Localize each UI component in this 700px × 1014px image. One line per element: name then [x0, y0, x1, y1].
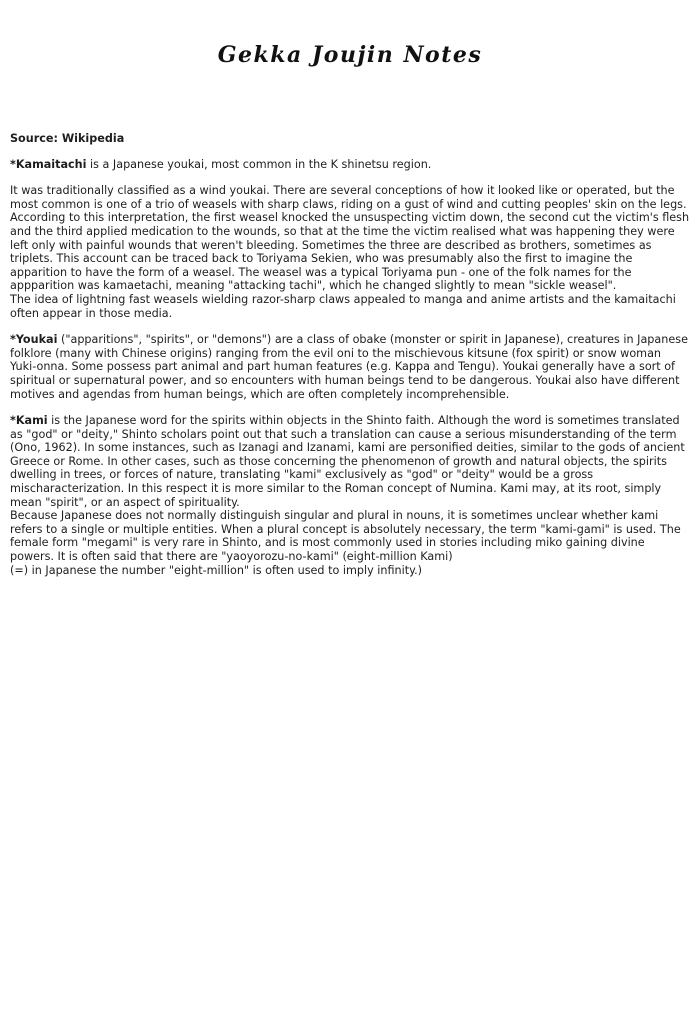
kami-footnote: (=) in Japanese the number "eight-million" is often used to imply infinity.) — [10, 563, 423, 577]
kamaitachi-paragraph: It was traditionally classified as a wind youkai. There are several conceptions of how it looked like or operated, but the most common is one of a trio of weasels with sharp claws, riding on a gust of wind and cutting peoples' skin on the legs. According to this interpretation, the first weasel knocked the unsuspecting victim down, the second cut the victim's flesh and the third applied medication to the wounds, so that at the time the victim realised what was happening they were left only with painful wounds that weren't bleeding. Sometimes the three are described as brothers, sometimes as triplets. This account can be traced back to Toriyama Sekien, who was presumably also the first to imagine the apparition to have the form of a weasel. The weasel was a typical Toriyama pun - one of the folk names for the appparition was kamaetachi, meaning "attacking tachi", which he changed slightly to mean "sickle weasel". — [10, 184, 690, 293]
kamaitachi-intro — [10, 158, 690, 172]
kami-term: *Kami — [10, 414, 48, 428]
source-line: Source: Wikipedia — [10, 132, 125, 145]
youkai-term: *Youkai — [10, 333, 58, 347]
kamaitachi-intro-text: is a Japanese youkai, most common in the K shinetsu region. — [86, 157, 432, 171]
kami-paragraph-plural: Because Japanese does not normally distinguish singular and plural in nouns, it is sometimes unclear whether kami refers to a single or multiple entities. When a plural concept is absolutely necessary, the term "kami-gami" is used. The female form "megami" is very rare in Shinto, and is most commonly used in stories including miko gaining divine powers. It is often said that there are "yaoyorozu-no-kami" (eight-million Kami) — [10, 509, 681, 564]
page-title: Gekka Joujin Notes — [217, 42, 483, 68]
paragraph-gap — [10, 171, 690, 184]
kamaitachi-paragraph: The idea of lightning fast weasels wielding razor-sharp claws appealed to manga and anime artists and the kamaitachi often appear in those media. — [10, 292, 676, 320]
youkai-paragraph — [10, 333, 690, 401]
kami-text: is the Japanese word for the spirits within objects in the Shinto faith. Although the word is sometimes translated as "god" or "deity," Shinto scholars point out that such a translation can cause a serious misunderstanding of the term (Ono, 1962). In some instances, such as Izanagi and Izanami, kami are personified deities, similar to the gods of ancient Greece or Rome. In other cases, such as those concerning the phenomenon of growth and natural objects, the spirits dwelling in trees, or forces of nature, translating "kami" exclusively as "god" or "deity" would be a gross mischaracterization. In this respect it is more similar to the Roman concept of Numina. Kami may, at its root, simply mean "spirit", or an aspect of spirituality. — [10, 414, 685, 509]
kamaitachi-term: *Kamaitachi — [10, 157, 87, 171]
paragraph-gap — [10, 320, 690, 333]
notes-body — [10, 132, 690, 577]
paragraph-gap — [10, 401, 690, 414]
youkai-text: ("apparitions", "spirits", or "demons") are a class of obake (monster or spirit in Japanese), creatures in Japanese folklore (many with Chinese origins) ranging from the evil oni to the mischievous kitsune (fox spirit) or snow woman Yuki-onna. Some possess part animal and part human features (e.g. Kappa and Tengu). Youkai generally have a sort of spiritual or supernatural power, and so encounters with human beings tend to be dangerous. Youkai also have different motives and agendas from human beings, which are often completely incomprehensible. — [10, 333, 688, 401]
kami-paragraph — [10, 414, 690, 509]
